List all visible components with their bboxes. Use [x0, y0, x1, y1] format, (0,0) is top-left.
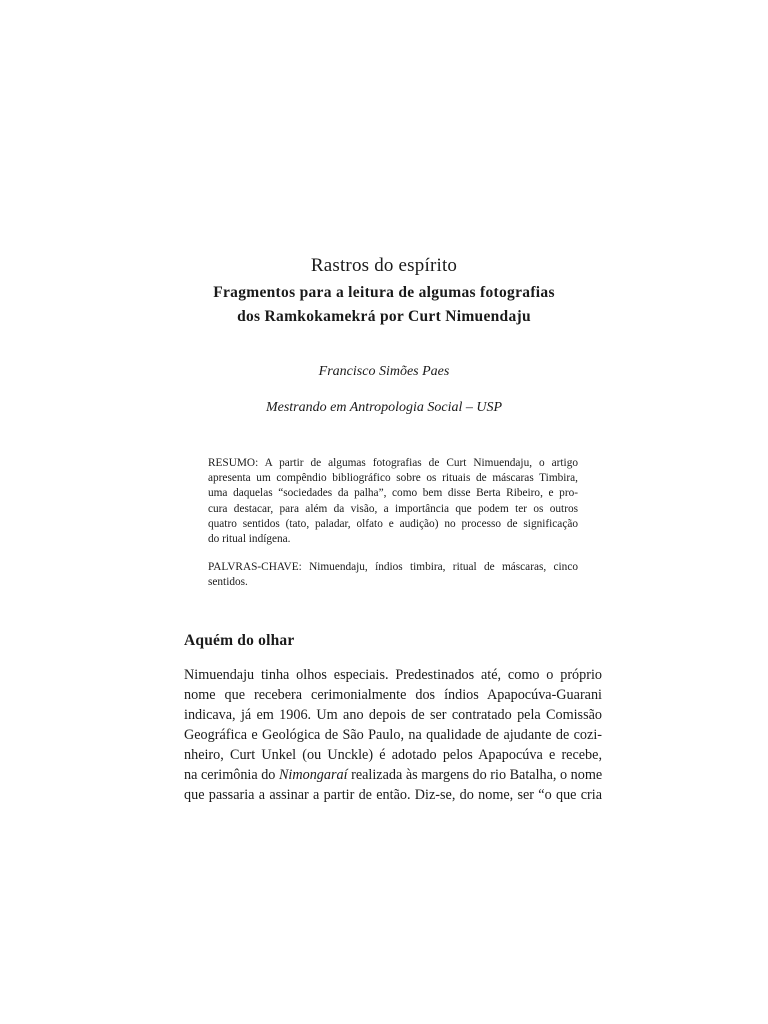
body-line-segment: na cerimônia do: [184, 767, 279, 783]
body-line: Geográfica e Geológica de São Paulo, na qualidade de ajudante de cozi-: [184, 727, 602, 743]
abstract-line: cura destacar, para além da visão, a importância que podem ter os outros: [208, 502, 578, 515]
section-heading: Aquém do olhar: [184, 632, 295, 649]
article-subtitle-line-2: dos Ramkokamekrá por Curt Nimuendaju: [237, 308, 531, 325]
abstract-line: quatro sentidos (tato, paladar, olfato e audição) no processo de significação: [208, 517, 578, 530]
body-line: indicava, já em 1906. Um ano depois de ser contratado pela Comissão: [184, 707, 602, 723]
author-name: Francisco Simões Paes: [318, 364, 450, 379]
body-line: que passaria a assinar a partir de então. Diz-se, do nome, ser “o que cria: [184, 787, 602, 803]
body-line: Nimuendaju tinha olhos especiais. Predestinados até, como o próprio: [184, 667, 602, 683]
article-subtitle-line-1: Fragmentos para a leitura de algumas fotografias: [213, 284, 555, 301]
ceremony-name: Nimongaraí: [278, 767, 348, 783]
keywords-line: PALVRAS-CHAVE: Nimuendaju, índios timbira, ritual de máscaras, cinco: [208, 561, 578, 573]
body-line: [184, 765, 602, 785]
keywords: [208, 560, 578, 590]
body-line: nheiro, Curt Unkel (ou Unckle) é adotado pelos Apapocúva e recebe,: [184, 747, 602, 763]
body-line: nome que recebera cerimonialmente dos índios Apapocúva-Guarani: [184, 687, 602, 703]
author-affiliation: Mestrando em Antropologia Social – USP: [265, 400, 503, 415]
abstract-line: RESUMO: A partir de algumas fotografias de Curt Nimuendaju, o artigo: [208, 457, 578, 469]
abstract-line: apresenta um compêndio bibliográfico sobre os rituais de máscaras Timbira,: [208, 472, 578, 485]
article-title: Rastros do espírito: [310, 255, 458, 276]
keywords-line: sentidos.: [208, 576, 248, 589]
body-paragraph: [184, 665, 602, 805]
abstract-line: do ritual indígena.: [208, 533, 291, 546]
body-line-segment: realizada às margens do rio Batalha, o nome: [347, 767, 603, 783]
abstract-line: uma daquelas “sociedades da palha”, como bem disse Berta Ribeiro, e pro-: [208, 487, 578, 500]
abstract: [208, 456, 578, 547]
